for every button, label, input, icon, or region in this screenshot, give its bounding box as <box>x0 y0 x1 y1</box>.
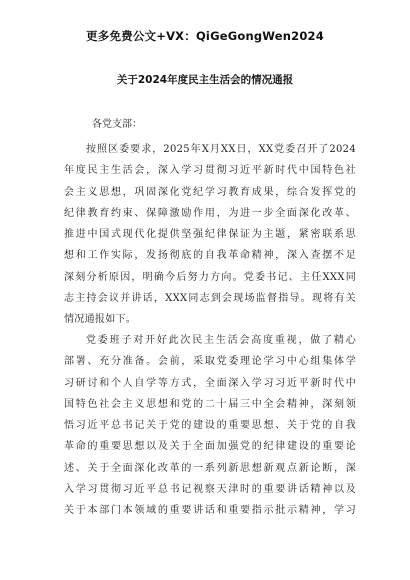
paragraph-line: 纪律教育约束、保障激励作用，为进一步全面深化改革、 <box>64 207 356 219</box>
paragraph-line: 想和工作实际，发扬彻底的自我革命精神，深入查摆不足 <box>64 250 356 262</box>
salutation: 各党支部： <box>92 119 142 130</box>
paragraph-line: 习研讨和个人自学等方式，全面深入学习习近平新时代中 <box>64 377 356 389</box>
paragraph-line: 志主持会议并讲话，XXX同志到会现场监督指导。现将有关 <box>64 293 356 305</box>
paragraph-line: 部署、充分准备。会前，采取党委理论学习中心组集体学 <box>64 356 356 368</box>
paragraph-line: 会主义思想，巩固深化党纪学习教育成果，综合发挥党的 <box>64 186 356 198</box>
paragraph-line: 关于本部门本领域的重要讲话和重要指示批示精神，学习 <box>64 505 356 517</box>
paragraph-line: 按照区委要求，2025年X月XX日，XX党委召开了2024 <box>86 144 356 155</box>
paragraph-2 <box>64 330 356 522</box>
paragraph-line: 年度民主生活会，深入学习贯彻习近平新时代中国特色社 <box>64 165 356 177</box>
paragraph-line: 革命的重要思想以及关于全面加强党的纪律建设的重要论 <box>64 441 356 453</box>
paragraph-line: 悟习近平总书记关于党的建设的重要思想、关于党的自我 <box>64 420 356 432</box>
paragraph-line: 述、关于全面深化改革的一系列新思想新观点新论断，深 <box>64 462 356 474</box>
paragraph-line: 国特色社会主义思想和党的二十届三中全会精神，深刻领 <box>64 398 356 410</box>
paragraph-line: 入学习贯彻习近平总书记视察天津时的重要讲话精神以及 <box>64 484 356 496</box>
paragraph-line: 党委班子对开好此次民主生活会高度重视，做了精心 <box>86 335 356 346</box>
paragraph-1 <box>64 139 356 331</box>
promo-banner: 更多免费公文+VX：QiGeGongWen2024 <box>86 29 324 43</box>
document-title: 关于2024年度民主生活会的情况通报 <box>116 74 294 86</box>
paragraph-line: 情况通报如下。 <box>64 314 137 326</box>
paragraph-line: 深刻分析原因，明确今后努力方向。党委书记、主任XXX同 <box>64 271 356 283</box>
paragraph-line: 推进中国式现代化提供坚强纪律保证为主题，紧密联系思 <box>64 229 356 241</box>
